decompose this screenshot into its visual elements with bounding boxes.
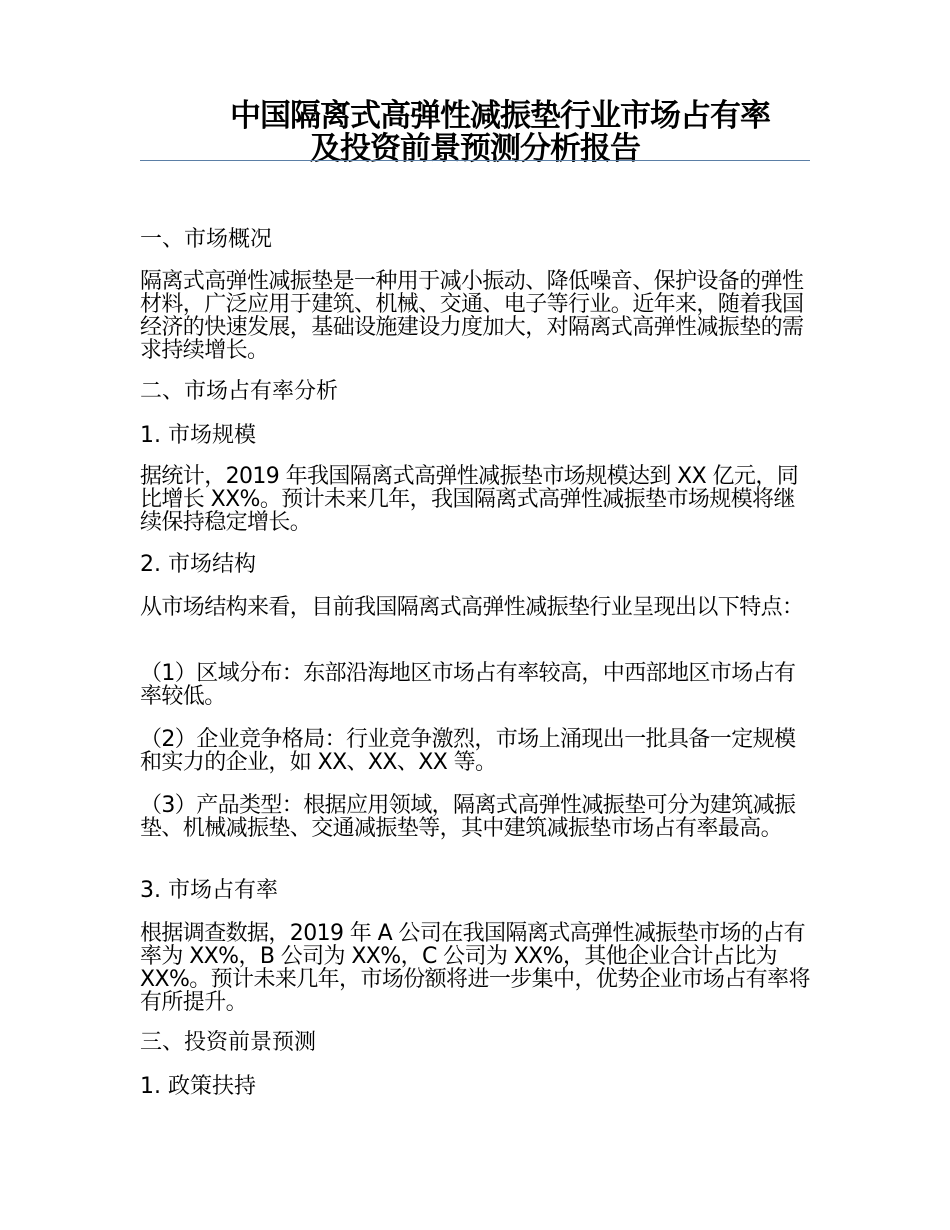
- subheading-market-share: 3. 市场占有率: [140, 878, 278, 903]
- paragraph-market-structure: 从市场结构来看，目前我国隔离式高弹性减振垫行业呈现出以下特点：: [140, 595, 804, 620]
- title-underline: [140, 160, 810, 161]
- section-heading-investment: 三、投资前景预测: [140, 1030, 317, 1055]
- document-title: [140, 100, 810, 166]
- subheading-market-size: 1. 市场规模: [140, 423, 256, 448]
- list-item-product-type: （3）产品类型：根据应用领域，隔离式高弹性减振垫可分为建筑减振垫、机械减振垫、交通减振垫等，其中建筑减振垫市场占有率最高。: [140, 793, 796, 841]
- list-item-region: （1）区域分布：东部沿海地区市场占有率较高，中西部地区市场占有率较低。: [140, 661, 796, 709]
- title-line-2: 及投资前景预测分析报告: [310, 131, 640, 167]
- section-heading-market-share: 二、市场占有率分析: [140, 379, 339, 404]
- subheading-policy-support: 1. 政策扶持: [140, 1074, 256, 1099]
- list-item-competition: （2）企业竞争格局：行业竞争激烈，市场上涌现出一批具备一定规模和实力的企业，如 XX、XX、XX 等。: [140, 727, 796, 775]
- title-line-1: 中国隔离式高弹性减振垫行业市场占有率: [230, 98, 770, 134]
- paragraph-market-size: 据统计，2019 年我国隔离式高弹性减振垫市场规模达到 XX 亿元，同比增长 XX%。预计未来几年，我国隔离式高弹性减振垫市场规模将继续保持稳定增长。: [140, 464, 799, 535]
- paragraph-market-share: 根据调查数据，2019 年 A 公司在我国隔离式高弹性减振垫市场的占有率为 XX%，B 公司为 XX%，C 公司为 XX%，其他企业合计占比为 XX%。预计未来几年，市场份额将进一步集中，优势企业市场占有率将有所提升。: [140, 921, 810, 1015]
- subheading-market-structure: 2. 市场结构: [140, 552, 256, 577]
- paragraph-overview: 隔离式高弹性减振垫是一种用于减小振动、降低噪音、保护设备的弹性材料，广泛应用于建筑、机械、交通、电子等行业。近年来，随着我国经济的快速发展，基础设施建设力度加大，对隔离式高弹性减振垫的需求持续增长。: [140, 269, 804, 363]
- section-heading-overview: 一、市场概况: [140, 227, 273, 252]
